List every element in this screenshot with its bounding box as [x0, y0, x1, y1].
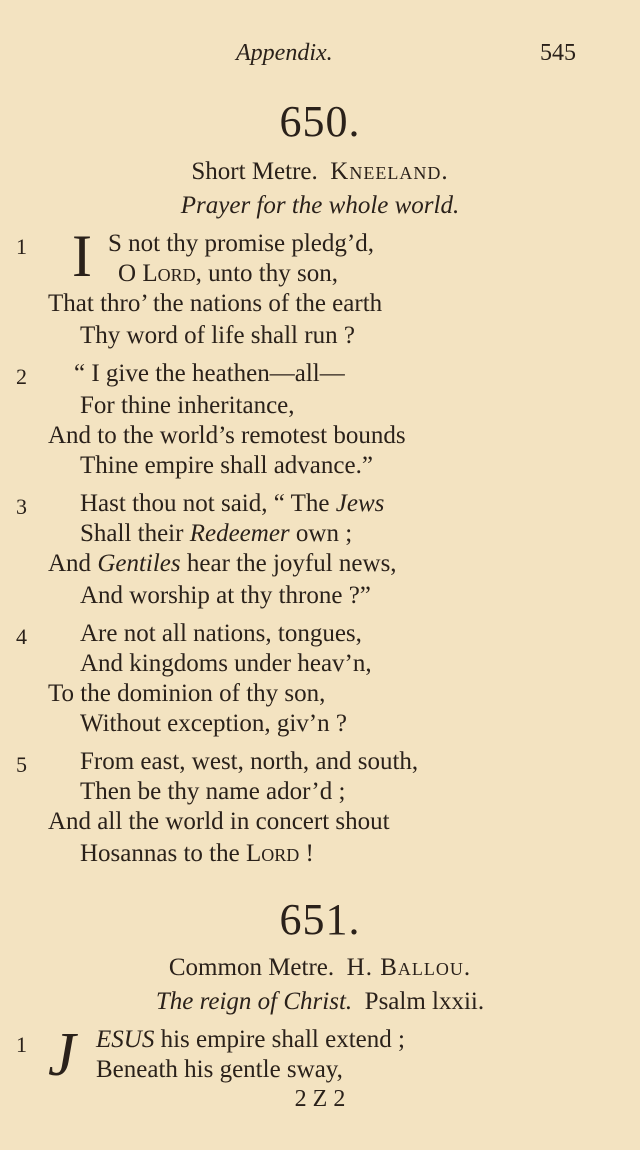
- text-italic: Gentiles: [97, 550, 181, 577]
- hymn-number: 651.: [279, 895, 361, 944]
- drop-cap: J: [48, 1021, 76, 1089]
- psalm-reference: Psalm lxxii.: [364, 988, 485, 1015]
- verse-line: From east, west, north, and south,: [80, 748, 419, 775]
- text-italic: Jews: [335, 490, 385, 517]
- verse-number: 3: [16, 494, 27, 519]
- tune-name: Kneeland.: [330, 158, 449, 185]
- signature-mark: 2 Z 2: [294, 1086, 346, 1112]
- verse-line: Are not all nations, tongues,: [80, 620, 362, 647]
- text: O: [118, 260, 143, 287]
- verse-line: For thine inheritance,: [80, 392, 295, 419]
- meter: Short Metre.: [191, 158, 318, 185]
- hymn-title: Prayer for the whole world.: [180, 192, 460, 219]
- verse-line: “ I give the heathen—all—: [74, 360, 345, 387]
- text: own ;: [289, 520, 353, 547]
- text-small-caps: Lord: [245, 840, 300, 867]
- verse-line: [80, 840, 314, 868]
- drop-cap: I: [72, 223, 92, 289]
- text: Hosannas to the: [80, 840, 246, 867]
- meter: Common Metre.: [168, 954, 335, 981]
- verse-line: And kingdoms under heav’n,: [80, 650, 372, 677]
- running-head: Appendix.: [236, 40, 333, 66]
- hymn-number: 650.: [279, 97, 361, 146]
- text-italic: Redeemer: [189, 520, 290, 547]
- verse-line: Beneath his gentle sway,: [96, 1056, 343, 1083]
- text: , unto thy son,: [195, 260, 338, 287]
- verse-number: 5: [16, 752, 27, 777]
- hymn-title: The reign of Christ.: [155, 988, 353, 1015]
- text: And: [48, 550, 98, 577]
- text-italic: ESUS: [96, 1026, 155, 1053]
- verse-line: And worship at thy throne ?”: [80, 582, 371, 609]
- text: hear the joyful news,: [180, 550, 397, 577]
- verse-line: Thy word of life shall run ?: [80, 322, 355, 349]
- verse-line: [118, 260, 338, 288]
- verse-number: 2: [16, 364, 27, 389]
- verse-line: And all the world in concert shout: [48, 808, 390, 835]
- page-number: 545: [540, 40, 576, 66]
- text-small-caps: Lord: [142, 260, 196, 287]
- verse-line: Without exception, giv’n ?: [80, 710, 347, 737]
- verse-line: [80, 490, 384, 518]
- verse-line: That thro’ the nations of the earth: [48, 290, 383, 317]
- hymn-title-line: [0, 988, 640, 1016]
- verse-number: 1: [16, 1032, 27, 1057]
- verse-line: [48, 550, 397, 578]
- verse-line: Thine empire shall advance.”: [80, 452, 373, 479]
- verse-line: To the dominion of thy son,: [48, 680, 326, 707]
- verse-number: 4: [16, 624, 27, 649]
- text: his empire shall extend ;: [154, 1026, 405, 1053]
- hymn-meter-line: [0, 158, 640, 186]
- hymn-meter-line: [0, 954, 640, 982]
- text: Hast thou not said, “ The: [80, 490, 336, 517]
- author-name: H. Ballou.: [346, 954, 472, 981]
- verse-line: Then be thy name ador’d ;: [80, 778, 346, 805]
- verse-line: S not thy promise pledg’d,: [108, 230, 374, 257]
- verse-line: And to the world’s remotest bounds: [48, 422, 406, 449]
- verse-number: 1: [16, 234, 27, 259]
- text: !: [299, 840, 314, 867]
- text: Shall their: [80, 520, 190, 547]
- verse-line: [96, 1026, 405, 1054]
- verse-line: [80, 520, 352, 548]
